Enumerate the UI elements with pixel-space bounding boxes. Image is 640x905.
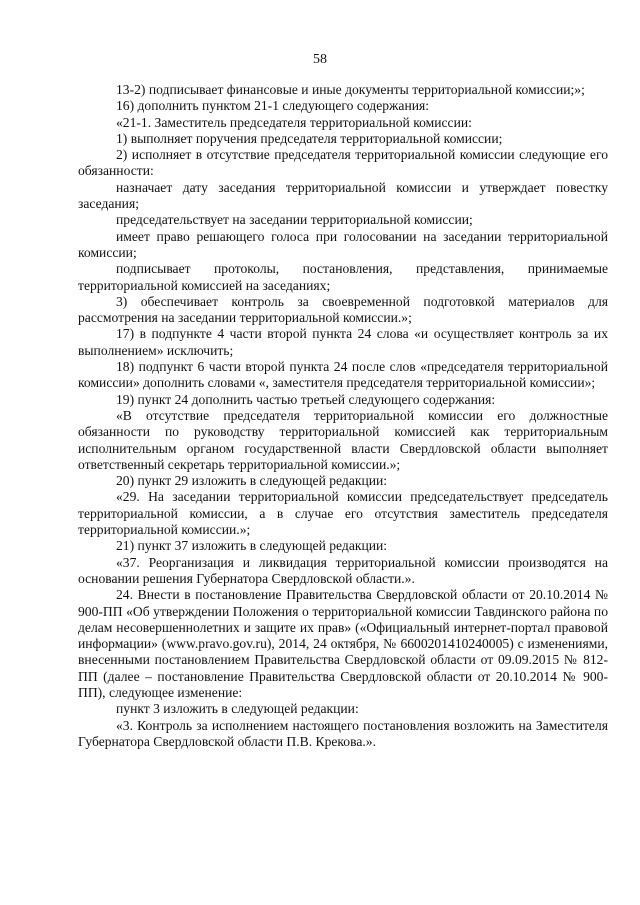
paragraph-duty-1: 1) выполняет поручения председателя территориальной комиссии; [116, 130, 503, 146]
document-body [78, 82, 608, 750]
paragraph-19: 19) пункт 24 дополнить частью третьей следующего содержания: [116, 391, 496, 407]
paragraph-21-text: «37. Реорганизация и ликвидация территориальной комиссии производятся на основании решения Губернатора Свердловской области.». [78, 554, 608, 586]
paragraph-duty-2-vote: имеет право решающего голоса при голосовании на заседании территориальной комиссии; [78, 228, 608, 260]
paragraph-21-1-heading: «21-1. Заместитель председателя территориальной комиссии: [116, 114, 472, 130]
paragraph-20: 20) пункт 29 изложить в следующей редакции: [116, 473, 388, 489]
paragraph-duty-2: 2) исполняет в отсутствие председателя территориальной комиссии следующие его обязанности: [78, 147, 608, 179]
paragraph-24-point-3-text: «3. Контроль за исполнением настоящего постановления возложить на Заместителя Губернатора Свердловской области П.В. Крекова.». [78, 717, 608, 749]
paragraph-21: 21) пункт 37 изложить в следующей редакции: [116, 538, 388, 554]
paragraph-13-2: 13-2) подписывает финансовые и иные документы территориальной комиссии;»; [116, 82, 585, 97]
paragraph-19-text: «В отсутствие председателя территориальной комиссии его должностные обязанности по руководству территориальной комиссией как территориальным исполнительным органом государственной власти Свердловской области выполняет ответственный секретарь территориальной комиссии.»; [78, 407, 608, 472]
paragraph-duty-2-meeting-date: назначает дату заседания территориальной комиссии и утверждает повестку заседания; [78, 179, 608, 212]
paragraph-17: 17) в подпункте 4 части второй пункта 24 слова «и осуществляет контроль за их выполнением» исключить; [78, 326, 608, 358]
paragraph-16: 16) дополнить пунктом 21-1 следующего содержания: [116, 98, 430, 114]
paragraph-20-text: «29. На заседании территориальной комиссии председательствует председатель территориальной комиссии, а в случае его отсутствия заместитель председателя территориальной комиссии.»; [78, 489, 608, 538]
paragraph-24-point-3: пункт 3 изложить в следующей редакции: [116, 701, 359, 717]
paragraph-duty-3: 3) обеспечивает контроль за своевременной подготовкой материалов для рассмотрения на заседании территориальной комиссии.»; [78, 293, 608, 326]
paragraph-24: 24. Внести в постановление Правительства Свердловской области от 20.10.2014 № 900-ПП «Об утверждении Положения о территориальной комиссии Тавдинского района по делам несовершеннолетних и защите их прав» («Официальный интернет-портал правовой информации» (www.pravo.gov.ru), 2014, 24 октября, № 6600201410240005) с изменениями, внесенными постановлением Правительства Свердловской области от 09.09.2015 № 812-ПП (далее – постановление Правительства Свердловской области от 20.10.2014 № 900-ПП), следующее изменение: [78, 587, 608, 700]
paragraph-duty-2-signs: подписывает протоколы, постановления, представления, принимаемые территориальной комиссией на заседаниях; [78, 261, 608, 293]
page-number: 58 [313, 52, 327, 67]
paragraph-duty-2-presides: председательствует на заседании территориальной комиссии; [116, 212, 473, 228]
paragraph-18: 18) подпункт 6 части второй пункта 24 после слов «председателя территориальной комиссии» дополнить словами «, заместителя председателя территориальной комиссии»; [78, 359, 608, 391]
